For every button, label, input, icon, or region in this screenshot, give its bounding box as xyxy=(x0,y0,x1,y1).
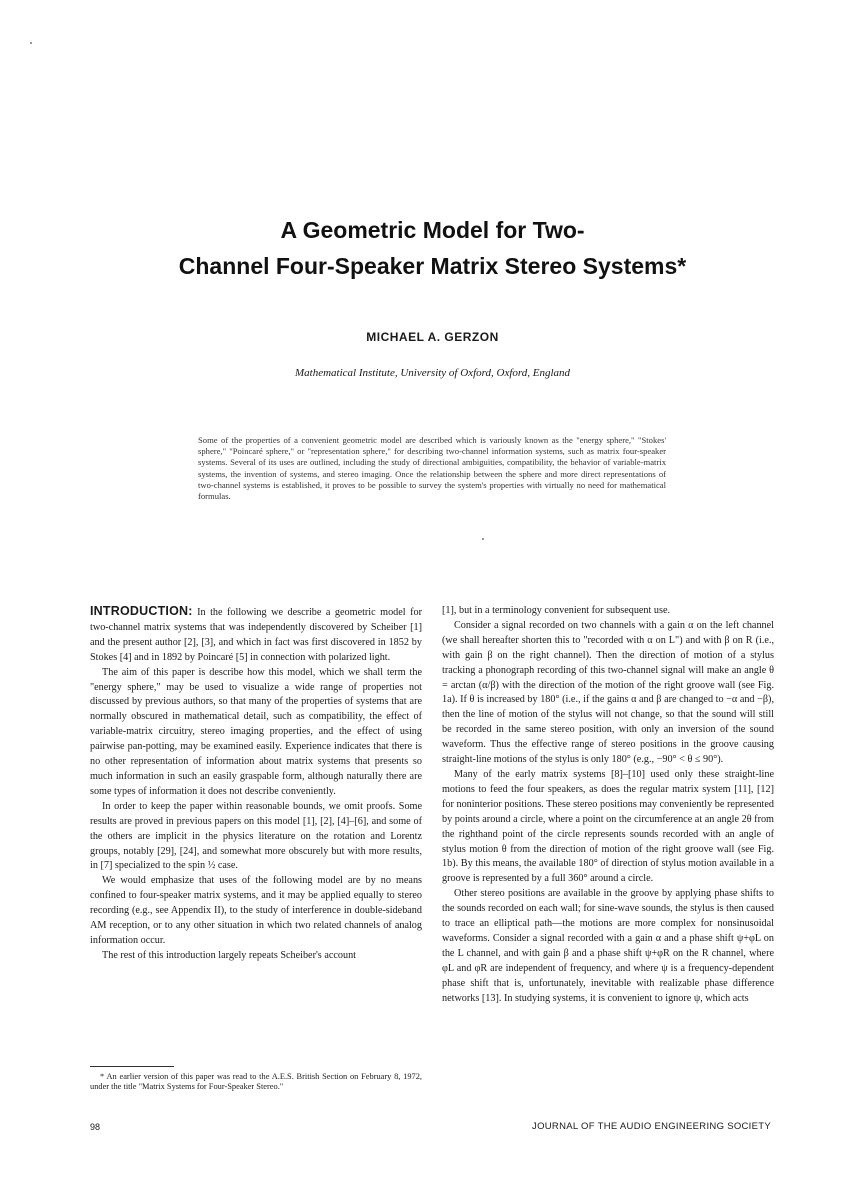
scan-speck xyxy=(30,42,32,44)
footnote: * An earlier version of this paper was read to the A.E.S. British Section on February 8, 1972, under the title "Matrix Systems for Four-Speaker Stereo." xyxy=(90,1072,422,1092)
scan-speck xyxy=(482,538,484,540)
journal-name: JOURNAL OF THE AUDIO ENGINEERING SOCIETY xyxy=(532,1121,771,1132)
body-paragraph: Consider a signal recorded on two channels with a gain α on the left channel (we shall hereafter shorten this to "recorded with α on L") and with β on R (i.e., with gain β on the right channel). Then the direction of motion of a stylus tracking a phonograph recording of this two-channel signal will make an angle θ = arctan (α/β) with the direction of the motion of the right groove wall (see Fig. 1a). If θ is increased by 180° (i.e., if the gains α and β are changed to −α and −β), then the line of motion of the stylus will not change, so that the sound will still be recorded in the same stereo position, with only an inversion of the sound waveform. Thus the effective range of stereo positions in the groove causing straight-line motions of the stylus is only 180° (e.g., −90° < θ ≤ 90°). xyxy=(442,619,774,766)
body-paragraph: The aim of this paper is describe how this model, which we shall term the "energy sphere," may be used to visualize a wide range of properties not discussed by previous authors, so that many of the properties of systems that are normally obscured in mathematical detail, such as compatibility, the effect of variable-matrix circuitry, stereo imaging properties, and the effect of using pairwise pan-potting, may be examined easily. Experience indicates that there is no other representation of information about matrix systems that presents so much information in such an easily graspable form, although naturally there are some types of information it does not describe conveniently. xyxy=(90,666,422,797)
body-paragraph: Other stereo positions are available in the groove by applying phase shifts to the sounds recorded on each wall; for sine-wave sounds, the stylus is then caused to trace an elliptical path—the motions are more complex for nonsinusoidal waveforms. Consider a signal recorded with a gain α and a phase shift ψ+φL on the L channel, and with gain β and a phase shift ψ+φR on the R channel, where φL and φR are independent of frequency, and where ψ is a frequency-dependent phase shift that is, unfortunately, inevitable with realizable phase difference networks [13]. In studying systems, it is convenient to ignore ψ, which acts xyxy=(442,888,774,1004)
abstract: Some of the properties of a convenient geometric model are described which is variously known as the "energy sphere," "Stokes' sphere," "Poincaré sphere," or "representation sphere," for describing two-channel information systems, such as matrix four-speaker systems. Several of its uses are outlined, including the study of directional ambiguities, compatibility, the behavior of variable-matrix systems, the invention of systems, and stereo imaging. Once the relationship between the sphere and more direct representations of two-channel systems is established, it proves to be possible to survey the system's properties with virtually no need for mathematical formulas. xyxy=(198,435,666,502)
paper-title xyxy=(0,212,865,284)
title-line-1: A Geometric Model for Two- xyxy=(280,217,585,243)
intro-text: In the following we describe a geometric model for two-channel matrix systems that was independently discovered by Scheiber [1] and the present author [2], [3], and which in fact was first discovered in 1852 by Stokes [4] and in 1892 by Poincaré [5] in connection with polarized light. xyxy=(90,607,422,663)
body-paragraph: [1], but in a terminology convenient for subsequent use. xyxy=(442,605,671,616)
page-number: 98 xyxy=(90,1122,101,1132)
body-column-left xyxy=(90,604,422,964)
body-paragraph: We would emphasize that uses of the following model are by no means confined to four-speaker matrix systems, and it may be applied equally to stereo recording (e.g., see Appendix II), to the study of interference in double-sideband AM reception, or to any other situation in which two related channels of analog information occur. xyxy=(90,875,422,946)
footnote-divider xyxy=(90,1066,174,1067)
title-line-2: Channel Four-Speaker Matrix Stereo Systems* xyxy=(178,253,687,279)
body-paragraph xyxy=(90,604,422,666)
body-paragraph: In order to keep the paper within reasonable bounds, we omit proofs. Some results are proved in previous papers on this model [1], [2], [4]–[6], and some of the others are implicit in the physics literature on the rotation and Lorentz groups, notably [29], [24], and somewhat more obscurely but with more results, in [7] specialized to the spin ½ case. xyxy=(90,800,422,872)
author-affiliation: Mathematical Institute, University of Oxford, Oxford, England xyxy=(294,367,571,379)
body-paragraph: The rest of this introduction largely repeats Scheiber's account xyxy=(102,949,356,961)
section-heading-introduction: INTRODUCTION: xyxy=(90,604,193,618)
body-paragraph: Many of the early matrix systems [8]–[10] used only these straight-line motions to feed the four speakers, as does the regular matrix system [11], [12] for noninterior positions. These stereo positions may conveniently be represented by points around a circle, where a point on the circumference at an angle 2θ from the righthand point of the circle represents sounds recorded with an angle of stylus motion θ from the direction of motion of the right groove wall (see Fig. 1b). By this means, the available 180° of direction of stylus motion available in a groove is represented by a full 360° around a circle. xyxy=(442,768,774,885)
author-name: MICHAEL A. GERZON xyxy=(366,330,499,344)
body-column-right xyxy=(442,604,774,1006)
